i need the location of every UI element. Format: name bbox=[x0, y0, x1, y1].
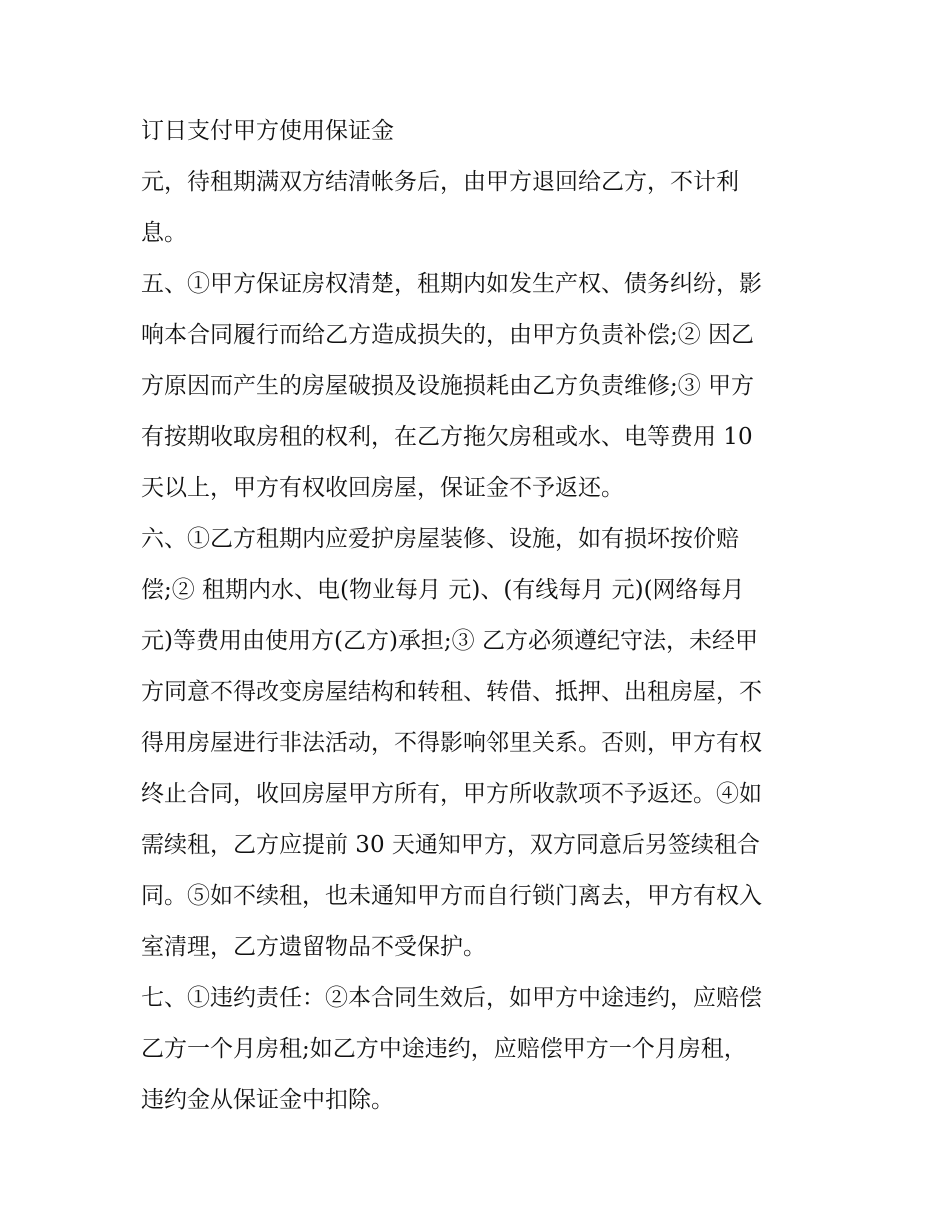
text-line: 同。⑤如不续租，也未通知甲方而自行锁门离去，甲方有权入 bbox=[141, 883, 762, 909]
text-line: 需续租，乙方应提前 30 天通知甲方，双方同意后另签续租合 bbox=[141, 832, 760, 858]
text-line: 响本合同履行而给乙方造成损失的，由甲方负责补偿;② 因乙 bbox=[141, 322, 755, 348]
text-line: 五、①甲方保证房权清楚，租期内如发生产权、债务纠纷，影 bbox=[141, 271, 762, 297]
text-line: 室清理，乙方遗留物品不受保护。 bbox=[141, 934, 486, 960]
text-line: 有按期收取房租的权利，在乙方拖欠房租或水、电等费用 10 bbox=[141, 424, 753, 450]
text-line: 六、①乙方租期内应爱护房屋装修、设施，如有损坏按价赔 bbox=[141, 526, 739, 552]
text-line: 七、①违约责任：②本合同生效后，如甲方中途违约，应赔偿 bbox=[141, 985, 762, 1011]
text-line: 乙方一个月房租;如乙方中途违约，应赔偿甲方一个月房租， bbox=[141, 1036, 747, 1062]
text-line: 息。 bbox=[141, 220, 187, 246]
text-line: 订日支付甲方使用保证金 bbox=[141, 118, 394, 144]
text-line: 偿;② 租期内水、电(物业每月 元)、(有线每月 元)(网络每月 bbox=[141, 577, 745, 603]
text-line: 天以上，甲方有权收回房屋，保证金不予返还。 bbox=[141, 475, 624, 501]
document-body bbox=[141, 106, 821, 1126]
text-line: 违约金从保证金中扣除。 bbox=[141, 1087, 394, 1113]
text-line: 元)等费用由使用方(乙方)承担;③ 乙方必须遵纪守法，未经甲 bbox=[141, 628, 758, 654]
text-line: 得用房屋进行非法活动，不得影响邻里关系。否则，甲方有权 bbox=[141, 730, 762, 756]
text-line: 方同意不得改变房屋结构和转租、转借、抵押、出租房屋，不 bbox=[141, 679, 762, 705]
text-line: 终止合同，收回房屋甲方所有，甲方所收款项不予返还。④如 bbox=[141, 781, 762, 807]
text-line: 方原因而产生的房屋破损及设施损耗由乙方负责维修;③ 甲方 bbox=[141, 373, 755, 399]
text-line: 元，待租期满双方结清帐务后，由甲方退回给乙方，不计利 bbox=[141, 169, 739, 195]
